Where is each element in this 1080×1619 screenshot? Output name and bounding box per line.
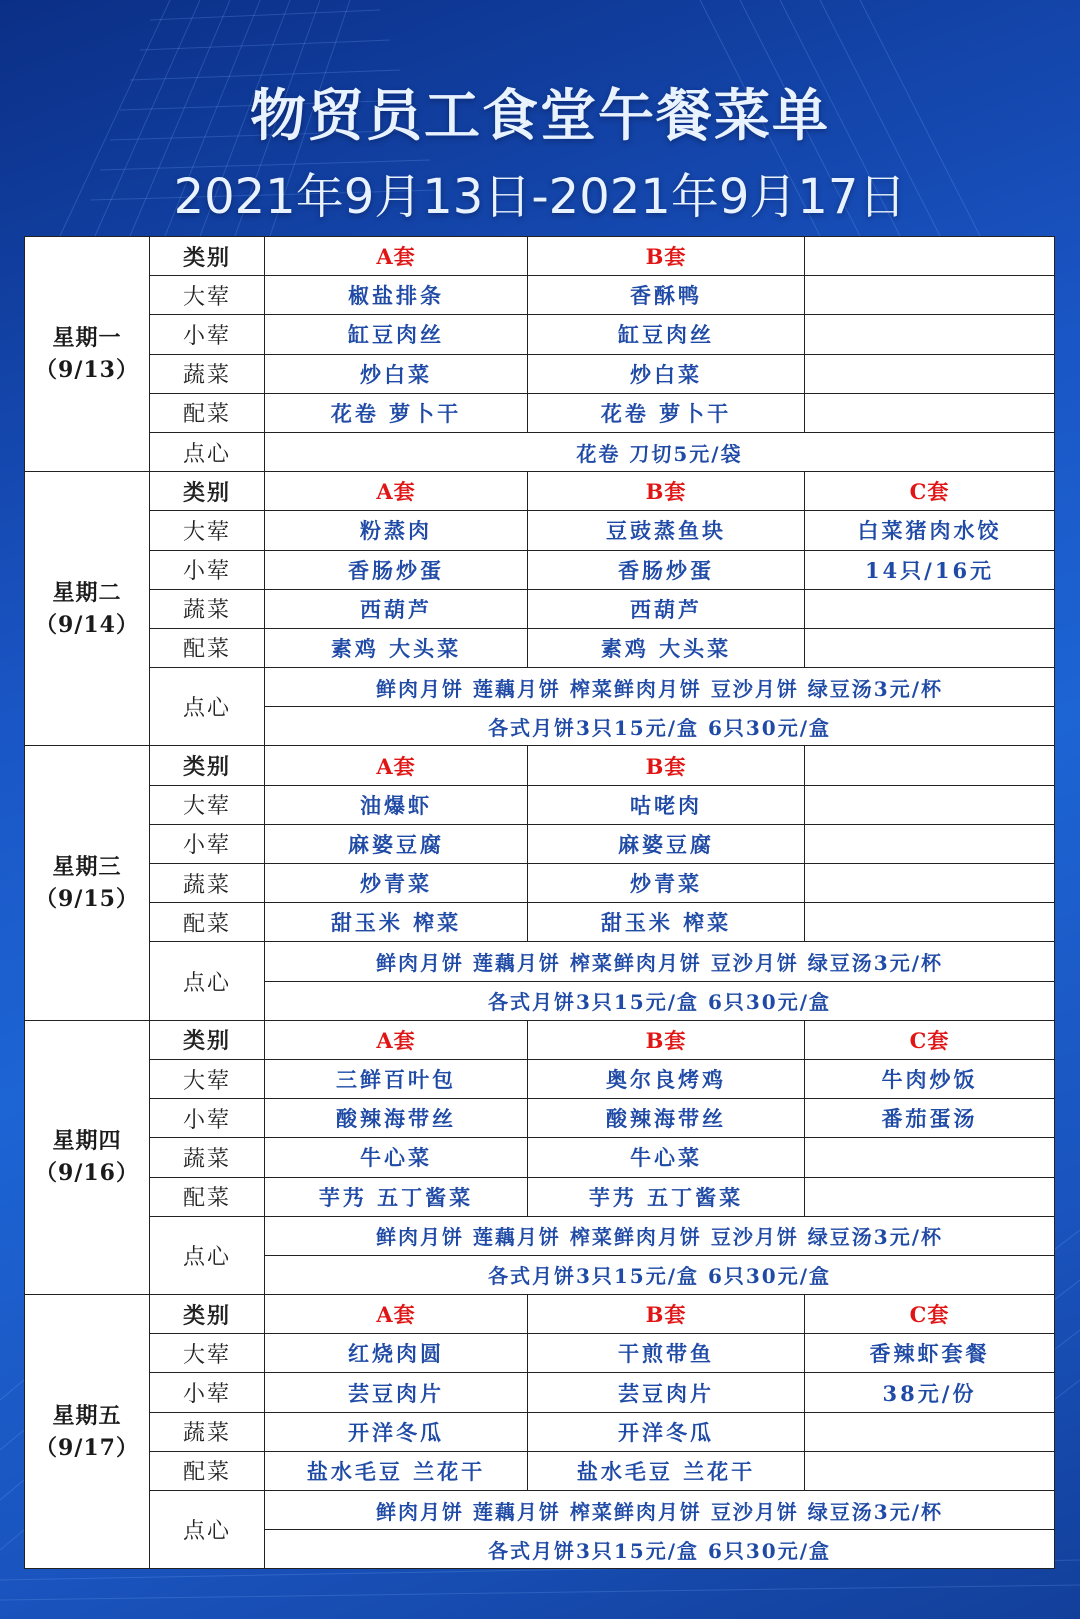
set-a-dish: 芸豆肉片 bbox=[265, 1373, 528, 1412]
snack-line: 各式月饼3只15元/盒 6只30元/盒 bbox=[265, 981, 1055, 1020]
snack-line: 花卷 刀切5元/袋 bbox=[265, 432, 1055, 471]
set-a-dish: 酸辣海带丝 bbox=[265, 1099, 528, 1138]
category-label: 小荤 bbox=[150, 550, 265, 589]
table-row bbox=[25, 393, 1055, 432]
snack-label: 点心 bbox=[150, 668, 265, 746]
category-label: 大荤 bbox=[150, 511, 265, 550]
set-c-dish bbox=[805, 1138, 1055, 1177]
snack-line: 鲜肉月饼 莲藕月饼 榨菜鲜肉月饼 豆沙月饼 绿豆汤3元/杯 bbox=[265, 1491, 1055, 1530]
set-c-dish bbox=[805, 589, 1055, 628]
set-c-dish bbox=[805, 1451, 1055, 1490]
set-b-dish: 麻婆豆腐 bbox=[528, 824, 805, 863]
set-b-dish: 甜玉米 榨菜 bbox=[528, 903, 805, 942]
category-label: 蔬菜 bbox=[150, 1412, 265, 1451]
menu-header-row bbox=[25, 237, 1055, 276]
table-row bbox=[25, 1373, 1055, 1412]
set-a-dish: 牛心菜 bbox=[265, 1138, 528, 1177]
set-c-header: C套 bbox=[805, 1020, 1055, 1059]
set-c-dish bbox=[805, 1177, 1055, 1216]
category-header: 类别 bbox=[150, 746, 265, 785]
snack-line: 鲜肉月饼 莲藕月饼 榨菜鲜肉月饼 豆沙月饼 绿豆汤3元/杯 bbox=[265, 1216, 1055, 1255]
snack-row bbox=[25, 1491, 1055, 1530]
set-b-dish: 炒青菜 bbox=[528, 864, 805, 903]
category-label: 小荤 bbox=[150, 824, 265, 863]
category-header: 类别 bbox=[150, 237, 265, 276]
set-c-dish bbox=[805, 903, 1055, 942]
menu-header-row bbox=[25, 472, 1055, 511]
day-cell bbox=[25, 1020, 150, 1294]
category-label: 蔬菜 bbox=[150, 589, 265, 628]
set-b-dish: 干煎带鱼 bbox=[528, 1334, 805, 1373]
set-a-header: A套 bbox=[265, 1295, 528, 1334]
table-row bbox=[25, 864, 1055, 903]
category-label: 配菜 bbox=[150, 1451, 265, 1490]
day-cell bbox=[25, 472, 150, 746]
set-c-dish: 番茄蛋汤 bbox=[805, 1099, 1055, 1138]
snack-line: 各式月饼3只15元/盒 6只30元/盒 bbox=[265, 1255, 1055, 1294]
snack-row bbox=[25, 942, 1055, 981]
table-row bbox=[25, 785, 1055, 824]
set-a-dish: 缸豆肉丝 bbox=[265, 315, 528, 354]
set-a-dish: 油爆虾 bbox=[265, 785, 528, 824]
set-b-dish: 奥尔良烤鸡 bbox=[528, 1059, 805, 1098]
category-label: 小荤 bbox=[150, 315, 265, 354]
category-header: 类别 bbox=[150, 1020, 265, 1059]
set-a-dish: 芋艿 五丁酱菜 bbox=[265, 1177, 528, 1216]
snack-label: 点心 bbox=[150, 1491, 265, 1569]
snack-row bbox=[25, 668, 1055, 707]
set-c-header bbox=[805, 746, 1055, 785]
category-label: 蔬菜 bbox=[150, 354, 265, 393]
set-c-dish bbox=[805, 315, 1055, 354]
set-b-dish: 炒白菜 bbox=[528, 354, 805, 393]
set-a-header: A套 bbox=[265, 472, 528, 511]
table-row bbox=[25, 589, 1055, 628]
set-a-dish: 甜玉米 榨菜 bbox=[265, 903, 528, 942]
set-b-dish: 芸豆肉片 bbox=[528, 1373, 805, 1412]
category-label: 蔬菜 bbox=[150, 864, 265, 903]
set-c-dish: 38元/份 bbox=[805, 1373, 1055, 1412]
set-a-dish: 三鲜百叶包 bbox=[265, 1059, 528, 1098]
set-b-dish: 豆豉蒸鱼块 bbox=[528, 511, 805, 550]
set-b-dish: 香酥鸭 bbox=[528, 276, 805, 315]
set-b-dish: 香肠炒蛋 bbox=[528, 550, 805, 589]
table-row bbox=[25, 1334, 1055, 1373]
category-label: 配菜 bbox=[150, 1177, 265, 1216]
snack-line: 鲜肉月饼 莲藕月饼 榨菜鲜肉月饼 豆沙月饼 绿豆汤3元/杯 bbox=[265, 942, 1055, 981]
set-a-dish: 粉蒸肉 bbox=[265, 511, 528, 550]
set-b-header: B套 bbox=[528, 237, 805, 276]
day-name: 星期五 bbox=[52, 1402, 122, 1429]
category-label: 大荤 bbox=[150, 785, 265, 824]
set-c-dish: 牛肉炒饭 bbox=[805, 1059, 1055, 1098]
table-row bbox=[25, 1059, 1055, 1098]
table-row bbox=[25, 315, 1055, 354]
day-cell bbox=[25, 1295, 150, 1569]
set-b-dish: 西葫芦 bbox=[528, 589, 805, 628]
menu-header-row bbox=[25, 1295, 1055, 1334]
table-row bbox=[25, 903, 1055, 942]
set-a-dish: 西葫芦 bbox=[265, 589, 528, 628]
set-c-dish bbox=[805, 354, 1055, 393]
category-label: 大荤 bbox=[150, 1059, 265, 1098]
category-label: 小荤 bbox=[150, 1099, 265, 1138]
set-a-dish: 椒盐排条 bbox=[265, 276, 528, 315]
menu-header-row bbox=[25, 1020, 1055, 1059]
set-b-dish: 开洋冬瓜 bbox=[528, 1412, 805, 1451]
set-b-header: B套 bbox=[528, 1295, 805, 1334]
set-a-dish: 香肠炒蛋 bbox=[265, 550, 528, 589]
set-b-dish: 咕咾肉 bbox=[528, 785, 805, 824]
category-label: 配菜 bbox=[150, 903, 265, 942]
set-b-header: B套 bbox=[528, 472, 805, 511]
set-c-dish bbox=[805, 276, 1055, 315]
table-row bbox=[25, 511, 1055, 550]
day-date: （9/15） bbox=[35, 886, 139, 913]
set-a-dish: 素鸡 大头菜 bbox=[265, 628, 528, 667]
category-label: 配菜 bbox=[150, 393, 265, 432]
day-name: 星期三 bbox=[52, 854, 122, 881]
snack-label: 点心 bbox=[150, 1216, 265, 1294]
category-label: 大荤 bbox=[150, 276, 265, 315]
snack-line: 各式月饼3只15元/盒 6只30元/盒 bbox=[265, 1530, 1055, 1569]
table-row bbox=[25, 276, 1055, 315]
set-c-header bbox=[805, 237, 1055, 276]
set-c-dish bbox=[805, 393, 1055, 432]
set-b-dish: 牛心菜 bbox=[528, 1138, 805, 1177]
set-c-dish bbox=[805, 785, 1055, 824]
set-a-header: A套 bbox=[265, 1020, 528, 1059]
set-a-dish: 盐水毛豆 兰花干 bbox=[265, 1451, 528, 1490]
set-c-header: C套 bbox=[805, 1295, 1055, 1334]
day-name: 星期二 bbox=[52, 579, 122, 606]
category-label: 配菜 bbox=[150, 628, 265, 667]
menu-table bbox=[24, 236, 1055, 1569]
day-date: （9/13） bbox=[35, 357, 139, 384]
set-a-dish: 花卷 萝卜干 bbox=[265, 393, 528, 432]
set-b-dish: 缸豆肉丝 bbox=[528, 315, 805, 354]
set-b-dish: 花卷 萝卜干 bbox=[528, 393, 805, 432]
day-cell bbox=[25, 237, 150, 472]
set-a-dish: 炒白菜 bbox=[265, 354, 528, 393]
category-header: 类别 bbox=[150, 472, 265, 511]
set-c-dish: 14只/16元 bbox=[805, 550, 1055, 589]
table-row bbox=[25, 1177, 1055, 1216]
date-range: 2021年9月13日-2021年9月17日 bbox=[173, 169, 907, 225]
set-c-dish bbox=[805, 1412, 1055, 1451]
snack-label: 点心 bbox=[150, 432, 265, 471]
category-label: 蔬菜 bbox=[150, 1138, 265, 1177]
day-date: （9/14） bbox=[35, 611, 139, 638]
set-c-dish: 白菜猪肉水饺 bbox=[805, 511, 1055, 550]
day-cell bbox=[25, 746, 150, 1020]
set-c-header: C套 bbox=[805, 472, 1055, 511]
table-row bbox=[25, 628, 1055, 667]
snack-label: 点心 bbox=[150, 942, 265, 1020]
table-row bbox=[25, 1451, 1055, 1490]
table-row bbox=[25, 824, 1055, 863]
snack-line: 各式月饼3只15元/盒 6只30元/盒 bbox=[265, 707, 1055, 746]
snack-row bbox=[25, 1216, 1055, 1255]
day-date: （9/16） bbox=[35, 1160, 139, 1187]
table-row bbox=[25, 1138, 1055, 1177]
set-b-dish: 素鸡 大头菜 bbox=[528, 628, 805, 667]
snack-row bbox=[25, 432, 1055, 471]
menu-header-row bbox=[25, 746, 1055, 785]
category-label: 大荤 bbox=[150, 1334, 265, 1373]
table-row bbox=[25, 1099, 1055, 1138]
page-title: 物贸员工食堂午餐菜单 bbox=[250, 84, 830, 149]
set-a-header: A套 bbox=[265, 746, 528, 785]
category-header: 类别 bbox=[150, 1295, 265, 1334]
set-c-dish bbox=[805, 864, 1055, 903]
set-b-dish: 酸辣海带丝 bbox=[528, 1099, 805, 1138]
set-a-dish: 红烧肉圆 bbox=[265, 1334, 528, 1373]
set-c-dish bbox=[805, 628, 1055, 667]
set-b-header: B套 bbox=[528, 1020, 805, 1059]
day-name: 星期四 bbox=[52, 1128, 122, 1155]
set-b-header: B套 bbox=[528, 746, 805, 785]
table-row bbox=[25, 354, 1055, 393]
table-row bbox=[25, 550, 1055, 589]
day-date: （9/17） bbox=[35, 1434, 139, 1461]
table-row bbox=[25, 1412, 1055, 1451]
set-a-header: A套 bbox=[265, 237, 528, 276]
set-b-dish: 芋艿 五丁酱菜 bbox=[528, 1177, 805, 1216]
set-c-dish: 香辣虾套餐 bbox=[805, 1334, 1055, 1373]
set-a-dish: 开洋冬瓜 bbox=[265, 1412, 528, 1451]
set-b-dish: 盐水毛豆 兰花干 bbox=[528, 1451, 805, 1490]
category-label: 小荤 bbox=[150, 1373, 265, 1412]
snack-line: 鲜肉月饼 莲藕月饼 榨菜鲜肉月饼 豆沙月饼 绿豆汤3元/杯 bbox=[265, 668, 1055, 707]
set-a-dish: 麻婆豆腐 bbox=[265, 824, 528, 863]
set-c-dish bbox=[805, 824, 1055, 863]
set-a-dish: 炒青菜 bbox=[265, 864, 528, 903]
day-name: 星期一 bbox=[52, 325, 122, 352]
